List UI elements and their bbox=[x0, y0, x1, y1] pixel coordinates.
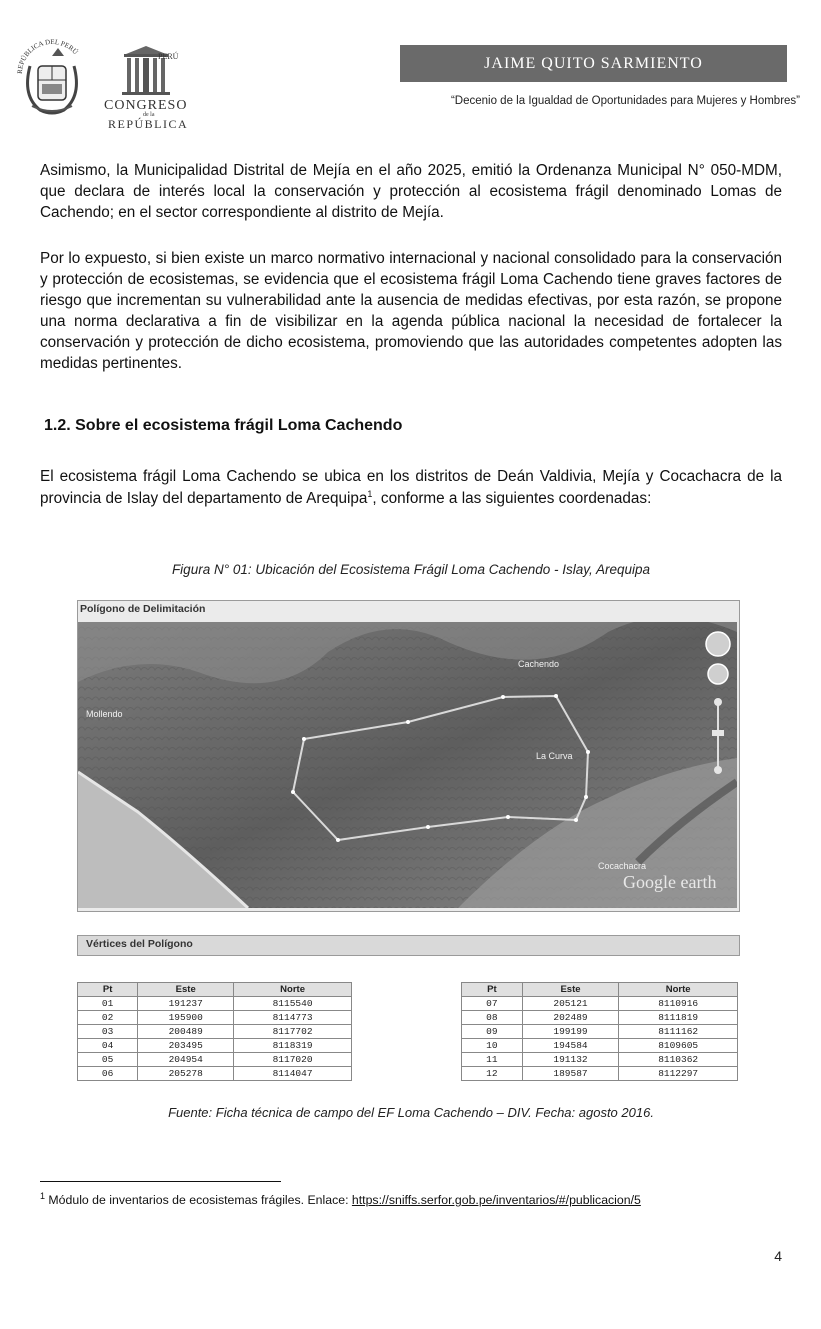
table-header-este: Este bbox=[522, 983, 619, 997]
cell-norte: 8109605 bbox=[619, 1039, 738, 1053]
cell-este: 199199 bbox=[522, 1025, 619, 1039]
seal-text: REPÚBLICA DEL PERÚ bbox=[15, 37, 80, 75]
table-row bbox=[462, 997, 738, 1011]
cell-este: 200489 bbox=[138, 1025, 234, 1039]
cell-este: 203495 bbox=[138, 1039, 234, 1053]
map-label-la-curva: La Curva bbox=[536, 751, 573, 761]
map-label-mollendo: Mollendo bbox=[86, 709, 123, 719]
cell-norte: 8117702 bbox=[234, 1025, 352, 1039]
vertices-title: Vértices del Polígono bbox=[86, 938, 193, 950]
cell-pt: 01 bbox=[78, 997, 138, 1011]
paragraph-justification: Por lo expuesto, si bien existe un marco normativo internacional y nacional consolidado para la conservación y protección de ecosistemas, se evidencia que el ecosistema frágil Loma Cachendo tiene graves factores de riesgo que incrementan su vulnerabilidad ante la ausencia de medidas efectivas, por esta razón, se propone una norma declarativa a fin de visibilizar en la agenda pública nacional la necesidad de fortalecer la conservación y protección de dicho ecosistema, promoviendo que las autoridades competentes adopten las medidas pertinentes. bbox=[40, 250, 782, 372]
table-row bbox=[78, 1011, 352, 1025]
cell-pt: 06 bbox=[78, 1067, 138, 1081]
section-heading: 1.2. Sobre el ecosistema frágil Loma Cachendo bbox=[44, 417, 403, 434]
cell-este: 202489 bbox=[522, 1011, 619, 1025]
cell-norte: 8115540 bbox=[234, 997, 352, 1011]
vertices-table-right bbox=[461, 982, 738, 1081]
satellite-map bbox=[78, 622, 737, 908]
cell-pt: 04 bbox=[78, 1039, 138, 1053]
cell-este: 189587 bbox=[522, 1067, 619, 1081]
decenio-motto: “Decenio de la Igualdad de Oportunidades para Mujeres y Hombres” bbox=[450, 95, 800, 107]
paragraph-ordenanza: Asimismo, la Municipalidad Distrital de Mejía en el año 2025, emitió la Ordenanza Municipal N° 050-MDM, que declara de interés local la conservación y protección al ecosistema frágil denominado Lomas de Cachendo; en el sector correspondiente al distrito de Mejía. bbox=[40, 162, 782, 221]
congreso-republica: REPÚBLICA bbox=[108, 117, 189, 131]
cell-norte: 8111162 bbox=[619, 1025, 738, 1039]
cell-norte: 8110362 bbox=[619, 1053, 738, 1067]
page-number: 4 bbox=[774, 1248, 782, 1264]
cell-este: 205278 bbox=[138, 1067, 234, 1081]
cell-este: 191132 bbox=[522, 1053, 619, 1067]
cell-pt: 03 bbox=[78, 1025, 138, 1039]
footnote-divider bbox=[40, 1181, 281, 1182]
table-row bbox=[78, 1067, 352, 1081]
footnote-link[interactable]: https://sniffs.serfor.gob.pe/inventarios/#/publicacion/5 bbox=[351, 1193, 641, 1207]
table-header-norte: Norte bbox=[234, 983, 352, 997]
peru-coat-of-arms-seal bbox=[12, 36, 92, 118]
peru-label: PERÚ bbox=[158, 52, 179, 61]
paragraph-location-text-end: , conforme a las siguientes coordenadas: bbox=[372, 490, 652, 507]
cell-norte: 8112297 bbox=[619, 1067, 738, 1081]
table-header-este: Este bbox=[138, 983, 234, 997]
map-label-cachendo: Cachendo bbox=[518, 659, 560, 669]
cell-este: 194584 bbox=[522, 1039, 619, 1053]
author-name-banner bbox=[400, 45, 787, 82]
table-row bbox=[78, 1039, 352, 1053]
footnote-text: Módulo de inventarios de ecosistemas frágiles. Enlace: bbox=[45, 1193, 352, 1207]
cell-este: 195900 bbox=[138, 1011, 234, 1025]
cell-norte: 8114773 bbox=[234, 1011, 352, 1025]
cell-pt: 10 bbox=[462, 1039, 523, 1053]
cell-este: 191237 bbox=[138, 997, 234, 1011]
google-earth-watermark: Google earth bbox=[623, 872, 717, 892]
cell-este: 205121 bbox=[522, 997, 619, 1011]
author-name: JAIME QUITO SARMIENTO bbox=[484, 54, 703, 72]
figure-caption: Figura N° 01: Ubicación del Ecosistema Frágil Loma Cachendo - Islay, Arequipa bbox=[171, 562, 651, 577]
cell-pt: 11 bbox=[462, 1053, 523, 1067]
cell-norte: 8114047 bbox=[234, 1067, 352, 1081]
congreso-small-text: de la bbox=[143, 112, 155, 118]
cell-pt: 05 bbox=[78, 1053, 138, 1067]
map-label-cocachacra: Cocachacra bbox=[598, 861, 647, 871]
footnote bbox=[40, 1190, 641, 1207]
cell-pt: 07 bbox=[462, 997, 523, 1011]
footnote-ref[interactable]: 1 bbox=[367, 488, 373, 499]
table-row bbox=[78, 997, 352, 1011]
figure-source: Fuente: Ficha técnica de campo del EF Loma Cachendo – DIV. Fecha: agosto 2016. bbox=[168, 1105, 654, 1120]
table-header-pt: Pt bbox=[78, 983, 138, 997]
vertices-table-left bbox=[77, 982, 352, 1081]
cell-pt: 12 bbox=[462, 1067, 523, 1081]
table-row bbox=[462, 1039, 738, 1053]
table-row bbox=[462, 1053, 738, 1067]
cell-este: 204954 bbox=[138, 1053, 234, 1067]
footnote-number: 1 bbox=[40, 1190, 46, 1201]
cell-norte: 8111819 bbox=[619, 1011, 738, 1025]
cell-pt: 08 bbox=[462, 1011, 523, 1025]
cell-norte: 8117020 bbox=[234, 1053, 352, 1067]
table-row bbox=[462, 1067, 738, 1081]
cell-norte: 8118319 bbox=[234, 1039, 352, 1053]
cell-pt: 09 bbox=[462, 1025, 523, 1039]
table-row bbox=[78, 1025, 352, 1039]
paragraph-location bbox=[40, 466, 782, 510]
table-row bbox=[78, 1053, 352, 1067]
paragraph-location-text: El ecosistema frágil Loma Cachendo se ubica en los distritos de Deán Valdivia, Mejía y Cocachacra de la provincia de Islay del departamento de Arequipa bbox=[40, 468, 782, 507]
cell-pt: 02 bbox=[78, 1011, 138, 1025]
cell-norte: 8110916 bbox=[619, 997, 738, 1011]
map-panel-title: Polígono de Delimitación bbox=[80, 603, 206, 615]
table-row bbox=[462, 1025, 738, 1039]
table-header-norte: Norte bbox=[619, 983, 738, 997]
table-header-pt: Pt bbox=[462, 983, 523, 997]
table-row bbox=[462, 1011, 738, 1025]
congreso-wordmark: CONGRESO bbox=[104, 98, 188, 113]
